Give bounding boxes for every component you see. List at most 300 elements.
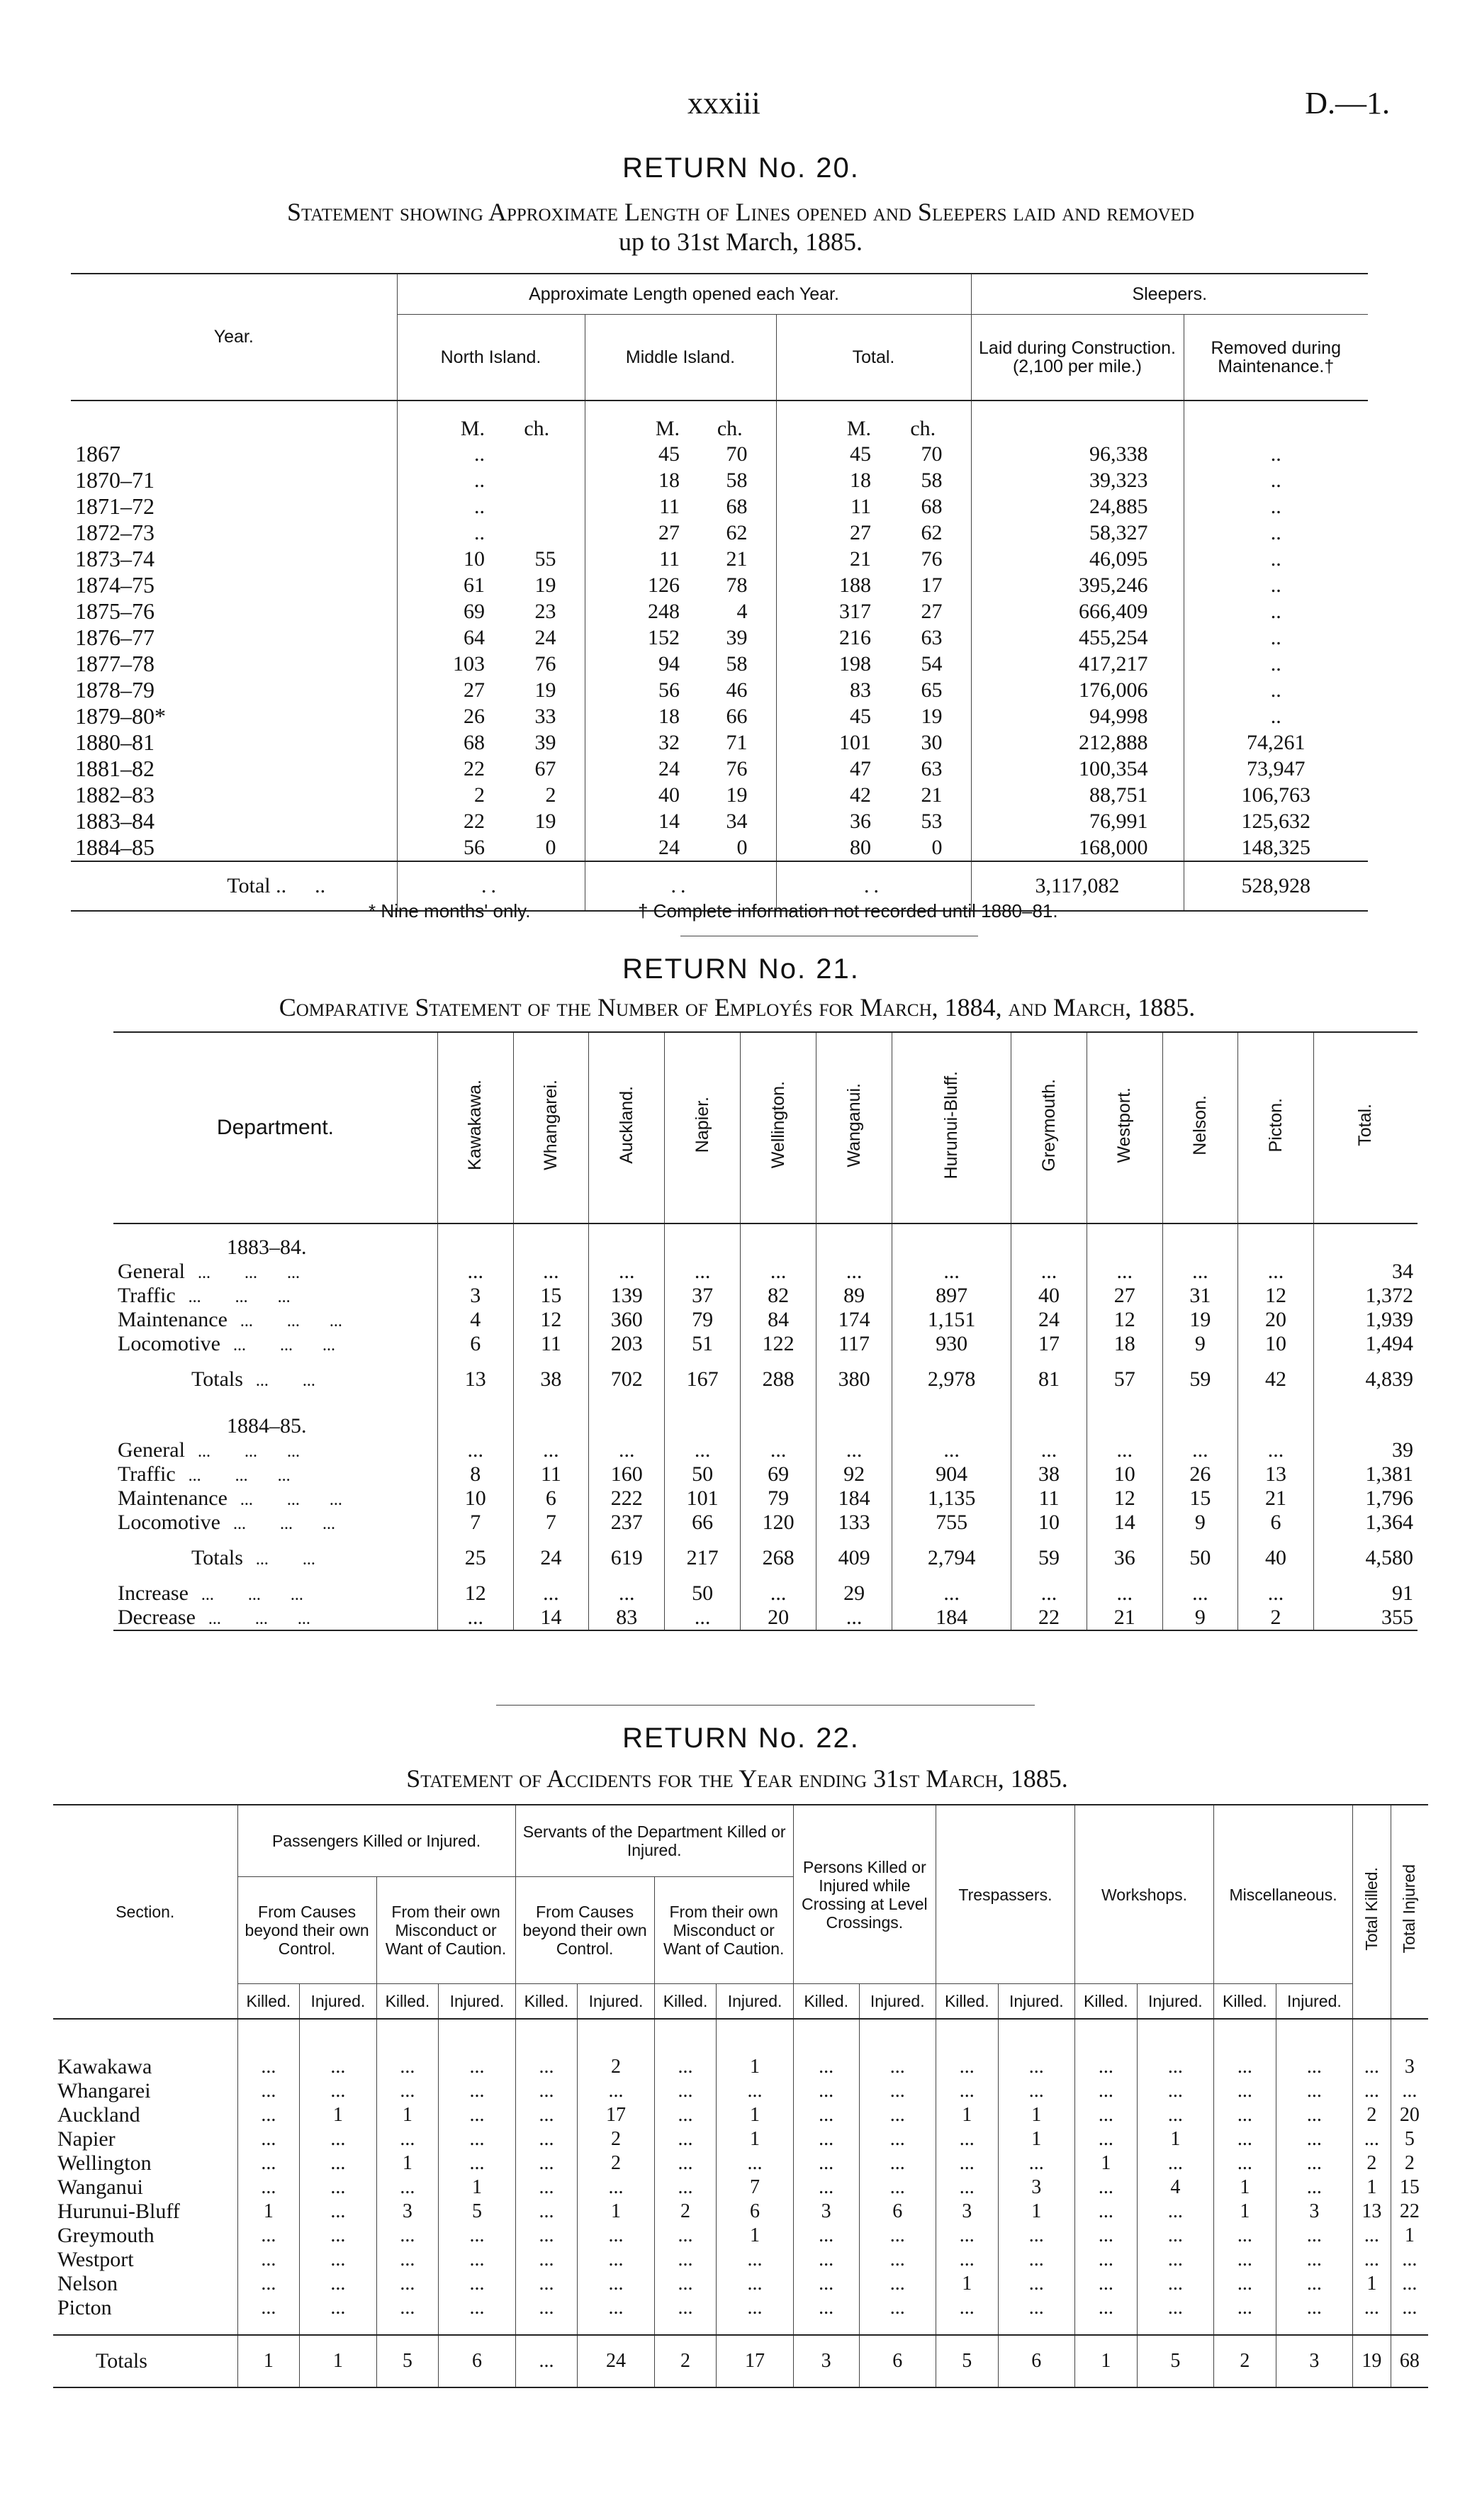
accident-cell: ... (515, 2055, 578, 2079)
accident-cell: ... (936, 2248, 998, 2272)
middle-chains: 71 (684, 729, 776, 756)
cell-hurunui-bluff: ... (892, 1581, 1011, 1606)
accident-cell: ... (1137, 2296, 1213, 2320)
cell-auckland: 237 (589, 1511, 665, 1535)
middle-miles: 152 (648, 625, 680, 649)
header-miscellaneous: Miscellaneous. (1214, 1805, 1353, 1984)
row-year: 1881–82 (71, 756, 397, 782)
row-label: Maintenance ... ... ... (113, 1486, 437, 1511)
return-20-row (71, 677, 1368, 703)
accident-cell: ... (793, 2248, 859, 2272)
total-miles: 216 (839, 625, 871, 649)
accident-cell: ... (439, 2272, 515, 2296)
header-total: Total. (1313, 1032, 1418, 1223)
header-passengers: Passengers Killed or Injured. (237, 1805, 515, 1877)
sleepers-laid: 46,095 (971, 546, 1184, 572)
accident-cell: 1 (998, 2103, 1074, 2127)
header-total: Total. (776, 315, 971, 401)
return-22-subtitle: Statement of Accidents for the Year ending 31st March, 1885. (406, 1764, 1068, 1793)
return-20-row (71, 520, 1368, 546)
return-20-row (71, 546, 1368, 572)
total-miles: 198 (839, 651, 871, 676)
accident-cell: ... (237, 2248, 300, 2272)
row-year: 1870–71 (71, 467, 397, 493)
middle-miles: 11 (659, 547, 680, 571)
accident-cell: ... (1276, 2127, 1352, 2151)
cell-nelson: 19 (1162, 1308, 1238, 1332)
accident-cell: 3 (1276, 2335, 1352, 2387)
accident-cell: ... (439, 2224, 515, 2248)
sleepers-removed: 148,325 (1241, 835, 1310, 859)
header-killed: Killed. (237, 1984, 300, 2020)
cell-greymouth: 38 (1011, 1462, 1087, 1486)
row-year: 1876–77 (71, 625, 397, 651)
cell-kawakawa: ... (437, 1260, 513, 1284)
cell-picton: 10 (1238, 1332, 1314, 1356)
cell-westport: 10 (1087, 1462, 1162, 1486)
header-injured: Injured. (717, 1984, 793, 2020)
north-miles: 68 (464, 730, 485, 754)
sleepers-laid: 176,006 (971, 677, 1184, 703)
return-22-rows (53, 2019, 1428, 2387)
sleepers-laid: 455,254 (971, 625, 1184, 651)
accident-cell: ... (237, 2224, 300, 2248)
cell-westport: 36 (1087, 1535, 1162, 1581)
accident-cell: ... (1276, 2103, 1352, 2127)
row-label: Traffic ... ... ... (113, 1462, 437, 1486)
north-miles: .. (474, 520, 485, 544)
middle-chains: 4 (684, 598, 776, 625)
cell-westport: 21 (1087, 1606, 1162, 1630)
cell-westport: ... (1087, 1581, 1162, 1606)
north-chains: 67 (489, 756, 585, 782)
accident-cell: ... (793, 2079, 859, 2103)
header-servants: Servants of the Department Killed or Injured. (515, 1805, 793, 1877)
cell-hurunui-bluff: 930 (892, 1332, 1011, 1356)
cell-picton: 21 (1238, 1486, 1314, 1511)
cell-westport: 14 (1087, 1511, 1162, 1535)
sleepers-removed: .. (1270, 468, 1281, 492)
north-miles: .. (474, 442, 485, 466)
header-laid-during-construction: Laid during Construction. (2,100 per mile.) (971, 315, 1184, 401)
accident-cell: ... (237, 2151, 300, 2175)
header-killed: Killed. (936, 1984, 998, 2020)
accident-cell: ... (1074, 2200, 1137, 2224)
sleepers-laid: 94,998 (971, 703, 1184, 729)
cell-whangarei: ... (513, 1581, 589, 1606)
header-killed: Killed. (515, 1984, 578, 2020)
cell-wellington: 122 (741, 1332, 816, 1356)
header-wellington: Wellington. (741, 1032, 816, 1223)
header-year: Year. (71, 274, 397, 401)
cell-hurunui-bluff: 755 (892, 1511, 1011, 1535)
header-section: Section. (53, 1805, 237, 2019)
header-total-injured: Total Injured (1391, 1805, 1428, 2019)
north-chains (489, 520, 585, 546)
sleepers-laid: 212,888 (971, 729, 1184, 756)
row-label: Maintenance ... ... ... (113, 1308, 437, 1332)
accident-cell: ... (1074, 2175, 1137, 2200)
accident-cell: ... (936, 2079, 998, 2103)
north-chains: 2 (489, 782, 585, 808)
accident-cell: ... (1276, 2175, 1352, 2200)
accident-cell: ... (578, 2248, 654, 2272)
employes-row (113, 1332, 1418, 1356)
accident-cell: ... (237, 2127, 300, 2151)
cell-nelson: 31 (1162, 1284, 1238, 1308)
cell-westport: 12 (1087, 1308, 1162, 1332)
middle-miles: 24 (658, 835, 680, 859)
cell-auckland: 360 (589, 1308, 665, 1332)
accident-cell: ... (515, 2272, 578, 2296)
accident-cell: ... (237, 2296, 300, 2320)
sleepers-removed: .. (1270, 599, 1281, 623)
cell-wellington: 120 (741, 1511, 816, 1535)
section-label: Wellington (53, 2151, 237, 2175)
north-miles: 61 (464, 573, 485, 597)
total-chains: 65 (875, 677, 971, 703)
cell-wellington: ... (741, 1260, 816, 1284)
cell-napier: 167 (665, 1356, 741, 1403)
row-year: 1875–76 (71, 598, 397, 625)
accident-cell: ... (578, 2272, 654, 2296)
accident-cell: ... (1276, 2055, 1352, 2079)
row-label: Decrease ... ... ... (113, 1606, 437, 1630)
accident-cell: ... (717, 2151, 793, 2175)
middle-miles: 18 (658, 704, 680, 728)
cell-total: 1,364 (1365, 1511, 1413, 1534)
accident-cell: ... (1353, 2248, 1391, 2272)
cell-hurunui-bluff: 1,135 (892, 1486, 1011, 1511)
middle-miles: 126 (648, 573, 680, 597)
accident-cell: 5 (1404, 2128, 1415, 2150)
cell-picton: 2 (1238, 1606, 1314, 1630)
middle-miles: 24 (658, 756, 680, 780)
header-killed: Killed. (376, 1984, 439, 2020)
accident-cell: ... (936, 2151, 998, 2175)
accident-cell: 15 (1399, 2176, 1420, 2198)
cell-hurunui-bluff: 897 (892, 1284, 1011, 1308)
accident-cell: ... (439, 2079, 515, 2103)
accident-cell: 1 (1074, 2335, 1137, 2387)
cell-greymouth: ... (1011, 1438, 1087, 1462)
total-chains: 0 (875, 834, 971, 861)
middle-miles: 32 (658, 730, 680, 754)
accident-cell: ... (515, 2296, 578, 2320)
row-label: Totals ... ... (113, 1356, 437, 1403)
cell-napier: 79 (665, 1308, 741, 1332)
sleepers-laid: 76,991 (971, 808, 1184, 834)
accident-row (53, 2175, 1428, 2200)
accident-cell: ... (1402, 2249, 1418, 2270)
accident-cell: ... (793, 2224, 859, 2248)
return-20-row (71, 782, 1368, 808)
accident-cell: ... (717, 2272, 793, 2296)
middle-miles: 40 (658, 783, 680, 807)
accident-cell: 19 (1353, 2335, 1391, 2387)
accident-cell: ... (1214, 2296, 1276, 2320)
row-year: 1879–80* (71, 703, 397, 729)
accident-cell: ... (859, 2224, 936, 2248)
middle-miles: 11 (659, 494, 680, 518)
header-injured: Injured. (1276, 1984, 1352, 2020)
middle-chains: 21 (684, 546, 776, 572)
cell-kawakawa: 10 (437, 1486, 513, 1511)
sleepers-laid: 417,217 (971, 651, 1184, 677)
middle-chains: 66 (684, 703, 776, 729)
accident-cell: ... (376, 2224, 439, 2248)
accident-cell: ... (859, 2296, 936, 2320)
cell-kawakawa: 7 (437, 1511, 513, 1535)
accident-cell: ... (1353, 2079, 1391, 2103)
total-total: .. (776, 861, 971, 911)
unit-chains: ch. (875, 401, 971, 441)
header-passengers-misconduct: From their own Misconduct or Want of Caution. (376, 1877, 515, 1984)
employes-row (113, 1462, 1418, 1486)
accident-cell: 1 (237, 2200, 300, 2224)
north-chains (489, 441, 585, 467)
total-chains: 19 (875, 703, 971, 729)
cell-napier: 66 (665, 1511, 741, 1535)
north-chains: 19 (489, 808, 585, 834)
cell-total: 1,494 (1365, 1332, 1413, 1355)
return-21-subtitle: Comparative Statement of the Number of Employés for March, 1884, and March, 1885. (279, 993, 1196, 1021)
accident-row (53, 2079, 1428, 2103)
accident-cell: ... (1214, 2272, 1276, 2296)
sleepers-laid: 58,327 (971, 520, 1184, 546)
sleepers-laid: 24,885 (971, 493, 1184, 520)
row-year: 1872–73 (71, 520, 397, 546)
return-20-row (71, 729, 1368, 756)
header-hurunui-bluff: Hurunui-Bluff. (892, 1032, 1011, 1223)
accident-cell: ... (515, 2335, 578, 2387)
cell-whangarei: ... (513, 1438, 589, 1462)
cell-whangarei: 14 (513, 1606, 589, 1630)
accident-cell: ... (439, 2103, 515, 2127)
cell-hurunui-bluff: 2,794 (892, 1535, 1011, 1581)
return-20-row (71, 572, 1368, 598)
accident-cell: ... (1214, 2224, 1276, 2248)
accident-cell: ... (515, 2200, 578, 2224)
period-row (113, 1223, 1418, 1260)
middle-chains: 19 (684, 782, 776, 808)
accident-cell: 2 (654, 2200, 717, 2224)
accident-cell: 6 (439, 2335, 515, 2387)
cell-whangarei: 11 (513, 1332, 589, 1356)
cell-nelson: ... (1162, 1581, 1238, 1606)
accident-cell: ... (515, 2224, 578, 2248)
header-injured: Injured. (578, 1984, 654, 2020)
total-miles: 27 (850, 520, 871, 544)
header-total-killed: Total Killed. (1353, 1805, 1391, 2019)
cell-greymouth: ... (1011, 1581, 1087, 1606)
accident-cell: 1 (376, 2151, 439, 2175)
accident-cell: ... (237, 2175, 300, 2200)
accident-cell: ... (654, 2224, 717, 2248)
middle-chains: 46 (684, 677, 776, 703)
footnote-complete-information: † Complete information not recorded until 1880–81. (638, 900, 1058, 922)
accident-cell: 3 (998, 2175, 1074, 2200)
return-20-title: RETURN No. 20. (622, 152, 860, 184)
period-row (113, 1403, 1418, 1438)
cell-total: 1,939 (1365, 1308, 1413, 1331)
cell-kawakawa: ... (437, 1606, 513, 1630)
cell-greymouth: 11 (1011, 1486, 1087, 1511)
cell-westport: 12 (1087, 1486, 1162, 1511)
cell-napier: ... (665, 1438, 741, 1462)
accident-cell: 68 (1391, 2335, 1428, 2387)
cell-wanganui: 184 (816, 1486, 892, 1511)
middle-miles: 94 (658, 651, 680, 676)
accident-row (53, 2272, 1428, 2296)
sleepers-removed: 74,261 (1247, 730, 1306, 754)
cell-napier: ... (665, 1606, 741, 1630)
total-miles: 21 (850, 547, 871, 571)
cell-total: 355 (1313, 1606, 1418, 1630)
cell-auckland: 160 (589, 1462, 665, 1486)
accident-cell: ... (1137, 2079, 1213, 2103)
cell-kawakawa: 13 (437, 1356, 513, 1403)
accident-cell: ... (300, 2272, 376, 2296)
accident-cell: ... (1353, 2055, 1391, 2079)
total-removed: 528,928 (1184, 861, 1368, 911)
cell-wellington: 20 (741, 1606, 816, 1630)
row-year: 1867 (71, 441, 397, 467)
cell-wanganui: 133 (816, 1511, 892, 1535)
total-chains: 63 (875, 756, 971, 782)
cell-picton: 6 (1238, 1511, 1314, 1535)
accident-cell: ... (654, 2103, 717, 2127)
footnote-nine-months: * Nine months' only. (369, 900, 531, 922)
north-chains: 33 (489, 703, 585, 729)
header-kawakawa: Kawakawa. (437, 1032, 513, 1223)
totals-row (113, 1535, 1418, 1581)
north-chains: 55 (489, 546, 585, 572)
north-miles: 10 (464, 547, 485, 571)
accident-cell: ... (1137, 2224, 1213, 2248)
accident-cell: 1 (1214, 2175, 1276, 2200)
cell-hurunui-bluff: ... (892, 1260, 1011, 1284)
accident-cell: ... (1353, 2224, 1391, 2248)
accident-cell: ... (1074, 2272, 1137, 2296)
accident-cell: 5 (936, 2335, 998, 2387)
cell-napier: 50 (665, 1462, 741, 1486)
accident-cell: ... (237, 2079, 300, 2103)
accident-cell: ... (1214, 2079, 1276, 2103)
cell-wanganui: 380 (816, 1356, 892, 1403)
accident-cell: ... (578, 2296, 654, 2320)
cell-hurunui-bluff: 184 (892, 1606, 1011, 1630)
accident-cell: 2 (1353, 2151, 1391, 2175)
accident-row (53, 2151, 1428, 2175)
header-servants-misconduct: From their own Misconduct or Want of Caution. (654, 1877, 793, 1984)
accident-cell: 1 (1214, 2200, 1276, 2224)
total-chains: 68 (875, 493, 971, 520)
accident-cell: ... (654, 2175, 717, 2200)
row-year: 1882–83 (71, 782, 397, 808)
accident-cell: ... (376, 2272, 439, 2296)
row-label: Increase ... ... ... (113, 1581, 437, 1606)
accident-cell: ... (654, 2296, 717, 2320)
accident-cell: 3 (793, 2200, 859, 2224)
middle-chains: 68 (684, 493, 776, 520)
total-laid: 3,117,082 (971, 861, 1184, 911)
row-year: 1884–85 (71, 834, 397, 861)
north-chains: 19 (489, 572, 585, 598)
cell-picton: 20 (1238, 1308, 1314, 1332)
sleepers-removed: .. (1270, 651, 1281, 676)
accident-cell: ... (859, 2272, 936, 2296)
cell-westport: 27 (1087, 1284, 1162, 1308)
sleepers-removed: .. (1270, 678, 1281, 702)
employes-row (113, 1438, 1418, 1462)
cell-kawakawa: 4 (437, 1308, 513, 1332)
accident-cell: 2 (578, 2151, 654, 2175)
cell-wanganui: 409 (816, 1535, 892, 1581)
total-chains: 63 (875, 625, 971, 651)
middle-chains: 34 (684, 808, 776, 834)
cell-greymouth: 40 (1011, 1284, 1087, 1308)
cell-total: 34 (1392, 1260, 1413, 1283)
row-label: General ... ... ... (113, 1438, 437, 1462)
header-servants-beyond-control: From Causes beyond their own Control. (515, 1877, 654, 1984)
return-20-subtitle-line1: Statement showing Approximate Length of Lines opened and Sleepers laid and removed (287, 198, 1194, 226)
return-20-row (71, 756, 1368, 782)
middle-miles: 14 (658, 809, 680, 833)
employes-row (113, 1260, 1418, 1284)
section-label: Napier (53, 2127, 237, 2151)
accident-cell: 3 (1276, 2200, 1352, 2224)
accident-cell: ... (654, 2248, 717, 2272)
cell-picton: 42 (1238, 1356, 1314, 1403)
total-miles: 188 (839, 573, 871, 597)
sleepers-laid: 666,409 (971, 598, 1184, 625)
cell-hurunui-bluff: 1,151 (892, 1308, 1011, 1332)
accident-cell: ... (376, 2055, 439, 2079)
section-label: Nelson (53, 2272, 237, 2296)
cell-whangarei: 15 (513, 1284, 589, 1308)
accident-cell: ... (439, 2248, 515, 2272)
accident-cell: ... (515, 2175, 578, 2200)
row-year: 1883–84 (71, 808, 397, 834)
cell-whangarei: 38 (513, 1356, 589, 1403)
header-killed: Killed. (654, 1984, 717, 2020)
cell-auckland: 702 (589, 1356, 665, 1403)
accident-cell: ... (439, 2296, 515, 2320)
cell-wellington: 84 (741, 1308, 816, 1332)
accident-row (53, 2296, 1428, 2320)
return-21-rows (113, 1223, 1418, 1630)
return-20-table (71, 273, 1368, 912)
accident-cell: ... (1074, 2296, 1137, 2320)
accident-cell: ... (515, 2248, 578, 2272)
return-20-row (71, 703, 1368, 729)
cell-hurunui-bluff: 904 (892, 1462, 1011, 1486)
accident-cell: 1 (936, 2272, 998, 2296)
cell-total: 39 (1392, 1438, 1413, 1462)
cell-picton: ... (1238, 1438, 1314, 1462)
cell-nelson: ... (1162, 1438, 1238, 1462)
north-miles: .. (474, 468, 485, 492)
north-miles: 22 (464, 809, 485, 833)
cell-total: 4,839 (1365, 1367, 1413, 1391)
north-miles: .. (474, 494, 485, 518)
cell-greymouth: 10 (1011, 1511, 1087, 1535)
accident-cell: ... (998, 2272, 1074, 2296)
north-miles: 22 (464, 756, 485, 780)
accident-cell: ... (998, 2151, 1074, 2175)
sleepers-removed: 125,632 (1241, 809, 1310, 833)
